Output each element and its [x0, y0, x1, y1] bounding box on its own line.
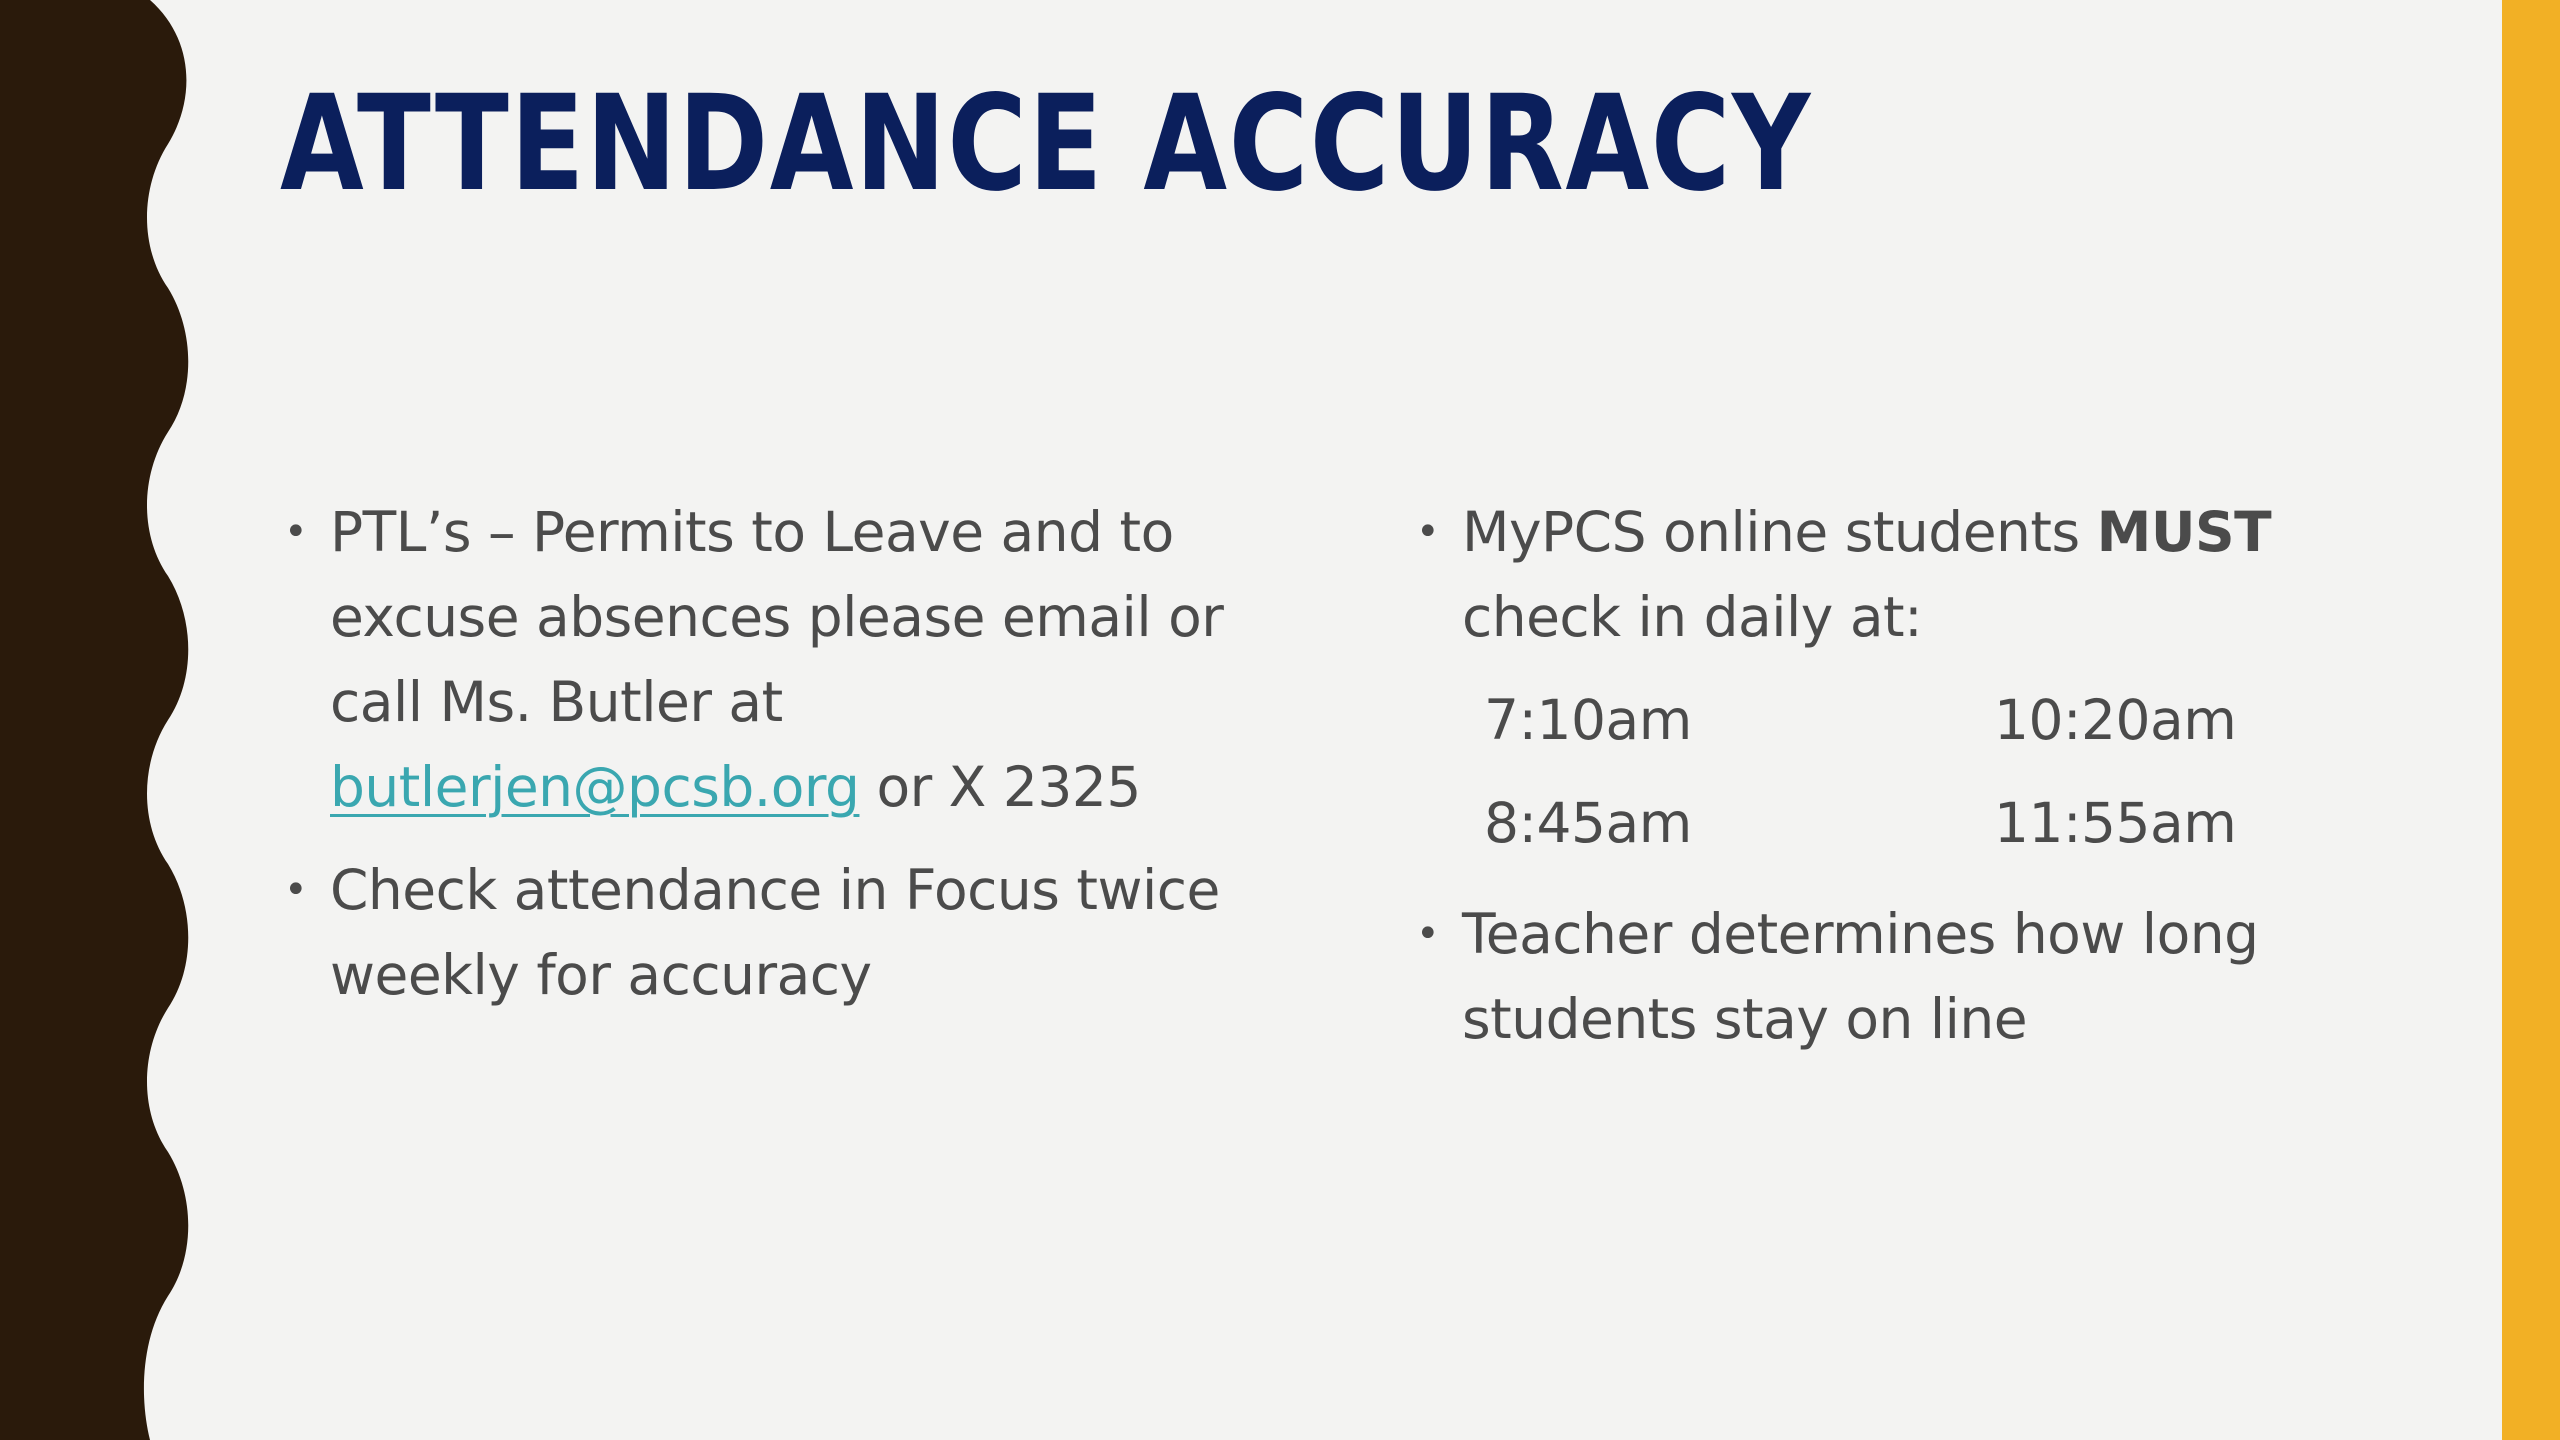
email-link[interactable]: butlerjen@pcsb.org: [330, 755, 860, 819]
mypcs-text-before: MyPCS online students: [1462, 500, 2080, 564]
bullet-dot-icon: •: [1416, 911, 1440, 957]
check-in-times: [1412, 678, 2372, 866]
right-column: [1412, 490, 2372, 1080]
bullet-dot-icon: •: [1416, 509, 1440, 555]
bullet-check-attendance: [280, 848, 1240, 1018]
time-slot: 11:55am: [1994, 791, 2237, 855]
must-emphasis: MUST: [2096, 500, 2272, 564]
bullet-ptl: [280, 490, 1240, 830]
wavy-side-band: [0, 0, 200, 1440]
bullet-dot-icon: •: [284, 867, 308, 913]
bullet-teacher: [1412, 892, 2372, 1062]
check-attendance-text: Check attendance in Focus twice weekly for accuracy: [330, 858, 1220, 1007]
accent-bar: [2502, 0, 2560, 1440]
right-bullet-list: [1412, 490, 2372, 660]
left-bullet-list: [280, 490, 1240, 1018]
bullet-mypcs: [1412, 490, 2372, 660]
time-slot: 7:10am: [1484, 688, 1692, 752]
left-column: [280, 490, 1240, 1036]
time-slot: 8:45am: [1484, 791, 1692, 855]
extension-text: or X 2325: [876, 755, 1141, 819]
wavy-band-shape: [0, 0, 188, 1440]
slide-title: ATTENDANCE ACCURACY: [280, 67, 1812, 221]
ptl-text: PTL’s – Permits to Leave and to excuse absences please email or call Ms. Butler at: [330, 500, 1224, 734]
right-bullet-list-2: [1412, 892, 2372, 1062]
bullet-dot-icon: •: [284, 509, 308, 555]
teacher-text: Teacher determines how long students stay on line: [1462, 902, 2259, 1051]
time-slot: 10:20am: [1994, 688, 2237, 752]
mypcs-text-after: check in daily at:: [1462, 585, 1923, 649]
